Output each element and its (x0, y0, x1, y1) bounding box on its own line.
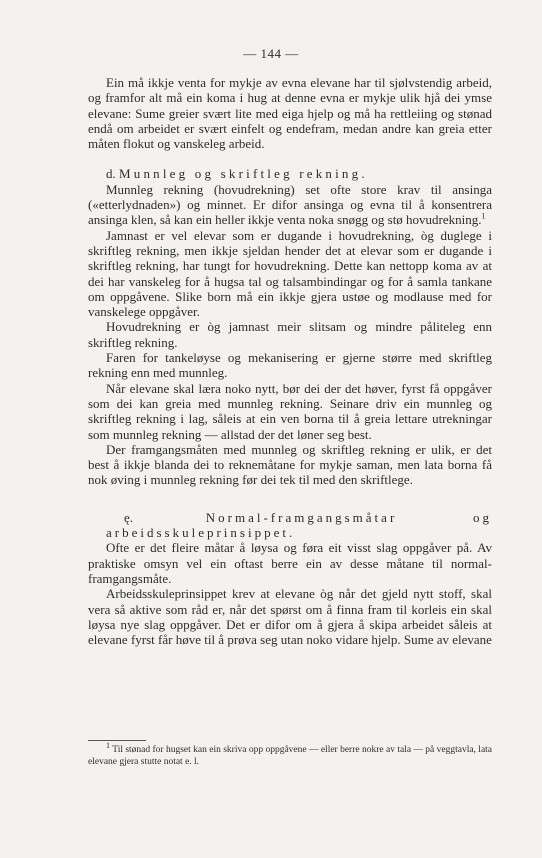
section-heading-d (88, 166, 492, 181)
paragraph: Ofte er det fleire måtar å løysa og føra eit visst slag oppgåver på. Av praktiske omsyn vel ein oftast berre ein av desse måtane til normal-framgangsmåte. (88, 540, 492, 586)
paragraph: Hovudrekning er òg jamnast meir slitsam og mindre påliteleg enn skriftleg rekning. (88, 319, 492, 350)
footnote (88, 740, 493, 768)
paragraph: Jamnast er vel elevar som er dugande i hovudrekning, òg duglege i skriftleg rekning, men ikkje sjeldan hender det at elevar som er dugande i skriftleg rekning, har tungt for hovudrekning. Dette kan nettopp koma av at dei har vanskeleg for å hugsa tal og talsambindingar og for å samla tankane om oppgåvene. Slike born må ein ikkje gjera ustøe og modlause med for vanskelege oppgåver. (88, 227, 492, 320)
page-number: — 144 — (243, 46, 299, 61)
section-heading-e (88, 510, 492, 541)
paragraph: Faren for tankeløyse og mekanisering er gjerne større med skriftleg rekning enn med munnleg. (88, 350, 492, 381)
paragraph: Ein må ikkje venta for mykje av evna elevane har til sjølvstendig arbeid, og framfor alt må ein koma i hug at denne evna er mykje ulik hjå dei ymse elevane: Sume greier svært lite med eiga hjelp og må ha rettleiing og stønad endå om arbeidet er svært einfelt og endefram, medan andre kan greia etter måten flokut og vanskeleg arbeid. (88, 75, 492, 152)
footnote-marker: 1 (106, 740, 110, 750)
section-label: d. (106, 166, 116, 182)
section-label: ę. (124, 509, 134, 525)
footnote-reference: 1 (481, 212, 486, 222)
paragraph: Der framgangsmåten med munnleg og skriftleg rekning er ulik, er det best å ikkje blanda dei to reknemåtane for mykje saman, men lata borna få nok øving i munnleg rekning før dei tek til med den skriftlege. (88, 441, 492, 488)
paragraph: Arbeidsskuleprinsippet krev at elevane òg når det gjeld nytt stoff, skal vera så aktive som råd er, når det spørst om å finna fram til korleis ein skal løysa nye slag oppgåver. Det er difor om å gjera å skipa arbeidet såleis at elevane fyrst får høve til å prøva seg utan noko vidare hjelp. Sume av elevane (88, 586, 492, 648)
footnote-text: Til stønad for hugset kan ein skriva opp oppgåvene — eller berre nokre av tala — på veggtavla, lata elevane gjera stutte notat e. l. (88, 745, 493, 767)
paragraph-text: Munnleg rekning (hovudrekning) set ofte store krav til ansinga («etterlydnaden») og minnet. Er difor ansinga og evna til å konsentrera ansinga klen, så kan ein heller ikkje venta noka snøgg og stø hovudrekning. (88, 181, 492, 228)
paragraph: Når elevane skal læra noko nytt, bør dei der det høver, fyrst få oppgåver som dei kan greia med munnleg rekning. Seinare driv ein munnleg og skriftleg rekning i lag, såleis at ein ven borna til å greia lettare utrekningar som munnleg rekning — allstad der det løner seg best. (88, 380, 492, 442)
paragraph (88, 182, 492, 228)
section-title: Munnleg og skriftleg rekning. (119, 166, 368, 182)
footnote-divider (88, 740, 146, 741)
section-title: Normal-framgangsmåtar og arbeidsskuleprinsippet. (106, 509, 492, 541)
body-text (88, 75, 492, 647)
